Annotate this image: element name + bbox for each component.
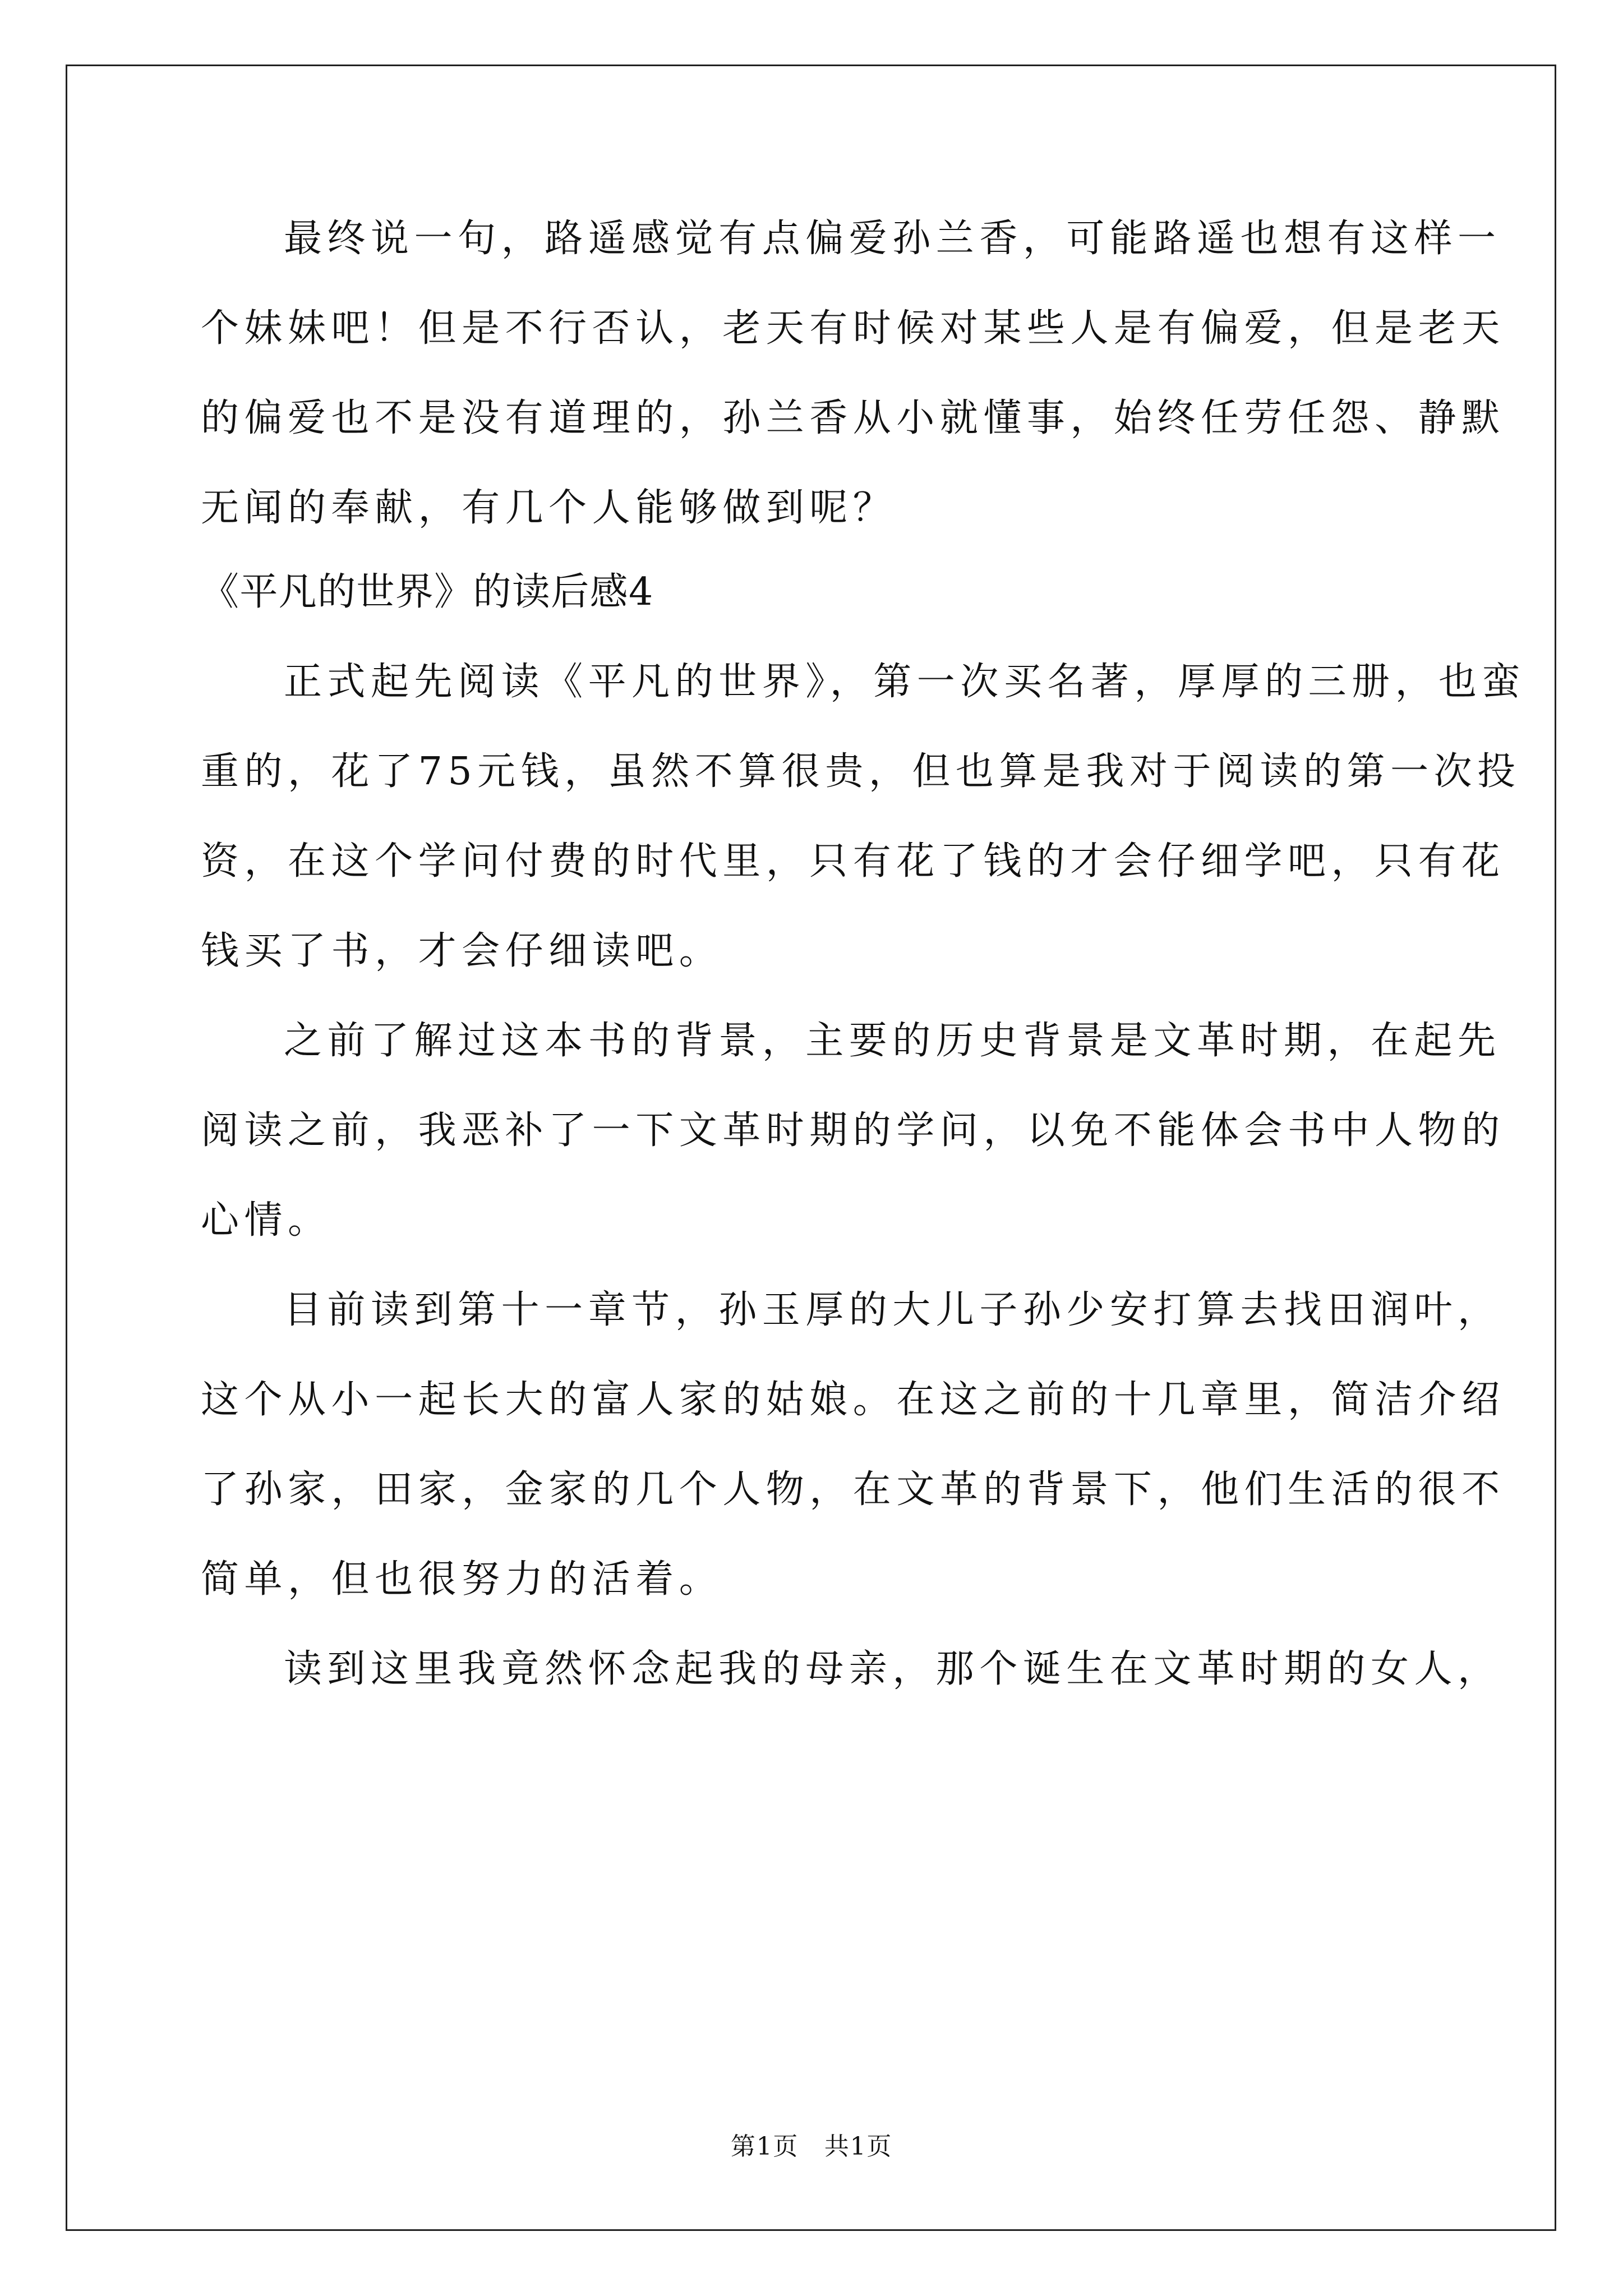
paragraph-3-line-2: 阅读之前，我恶补了一下文革时期的学问，以免不能体会书中人物的 [201,1108,1505,1153]
section-heading: 《平凡的世界》的读后感4 [201,570,654,614]
paragraph-1-line-2: 个妹妹吧！但是不行否认，老天有时候对某些人是有偏爱，但是老天 [201,306,1505,351]
paragraph-2-line-1: 正式起先阅读《平凡的世界》，第一次买名著，厚厚的三册，也蛮 [284,660,1526,704]
paragraph-4-line-4: 简单，但也很努力的活着。 [201,1557,723,1602]
paragraph-4-line-1: 目前读到第十一章节，孙玉厚的大儿子孙少安打算去找田润叶， [284,1288,1501,1332]
paragraph-3-line-3: 心情。 [201,1198,331,1243]
paragraph-4-line-2: 这个从小一起长大的富人家的姑娘。在这之前的十几章里，简洁介绍 [201,1378,1505,1422]
paragraph-2-line-3: 资，在这个学问付费的时代里，只有花了钱的才会仔细学吧，只有花 [201,839,1505,884]
paragraph-1-line-4: 无闻的奉献，有几个人能够做到呢？ [201,486,897,530]
paragraph-1-line-1: 最终说一句，路遥感觉有点偏爱孙兰香，可能路遥也想有这样一 [284,217,1501,261]
paragraph-2-line-2: 重的，花了75元钱，虽然不算很贵，但也算是我对于阅读的第一次投 [201,749,1521,794]
paragraph-2-line-4: 钱买了书，才会仔细读吧。 [201,929,723,973]
paragraph-5-line-1: 读到这里我竟然怀念起我的母亲，那个诞生在文革时期的女人， [284,1647,1501,1691]
paragraph-3-line-1: 之前了解过这本书的背景，主要的历史背景是文革时期，在起先 [284,1019,1501,1063]
paragraph-4-line-3: 了孙家，田家，金家的几个人物，在文革的背景下，他们生活的很不 [201,1467,1505,1512]
page-footer: 第1页 共1页 [730,2132,893,2161]
paragraph-1-line-3: 的偏爱也不是没有道理的，孙兰香从小就懂事，始终任劳任怨、静默 [201,396,1505,440]
